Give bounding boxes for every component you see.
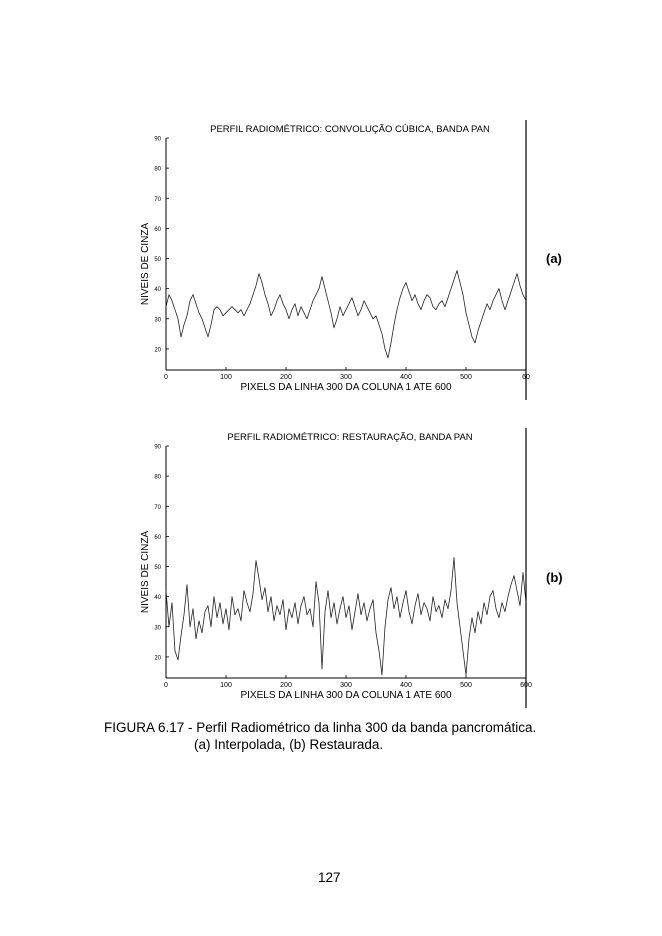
figure-caption-line2: (a) Interpolada, (b) Restaurada. bbox=[194, 737, 384, 752]
chart-a-ytick-label-90: 90 bbox=[154, 136, 161, 143]
chart-b-svg bbox=[0, 420, 662, 710]
chart-a-xtick-label-500: 500 bbox=[460, 374, 472, 381]
page-number: 127 bbox=[318, 870, 341, 885]
chart-b-ytick-label-90: 90 bbox=[154, 444, 161, 451]
chart-a-series-line bbox=[166, 271, 526, 358]
chart-b-ytick-label-30: 30 bbox=[154, 625, 161, 632]
chart-a-ytick-label-80: 80 bbox=[154, 166, 161, 173]
chart-a bbox=[0, 112, 662, 402]
chart-b-title: PERFIL RADIOMÉTRICO: RESTAURAÇÃO, BANDA PAN bbox=[227, 432, 473, 443]
chart-a-xtick-label-100: 100 bbox=[220, 374, 232, 381]
chart-a-ytick-label-20: 20 bbox=[154, 347, 161, 354]
chart-b bbox=[0, 420, 662, 710]
chart-b-ylabel: NIVEIS DE CINZA bbox=[140, 530, 151, 614]
figure-caption-line1: FIGURA 6.17 - Perfil Radiométrico da linha 300 da banda pancromática. bbox=[104, 720, 537, 735]
chart-a-ytick-label-60: 60 bbox=[154, 226, 161, 233]
chart-b-series-line bbox=[166, 558, 526, 676]
chart-a-xtick-label-0: 0 bbox=[164, 374, 168, 381]
chart-b-ytick-label-60: 60 bbox=[154, 534, 161, 541]
chart-a-ytick-label-70: 70 bbox=[154, 196, 161, 203]
chart-b-xtick-label-0: 0 bbox=[164, 682, 168, 689]
chart-a-xtick-label-600: 60 bbox=[522, 374, 530, 381]
chart-b-xtick-label-600: 600 bbox=[520, 682, 532, 689]
chart-a-ytick-label-40: 40 bbox=[154, 287, 161, 294]
chart-a-xtick-label-300: 300 bbox=[340, 374, 352, 381]
chart-a-ytick-label-30: 30 bbox=[154, 317, 161, 324]
chart-b-ytick-label-20: 20 bbox=[154, 655, 161, 662]
chart-b-ytick-label-50: 50 bbox=[154, 565, 161, 572]
chart-b-xlabel: PIXELS DA LINHA 300 DA COLUNA 1 ATE 600 bbox=[240, 690, 452, 701]
chart-b-xtick-label-400: 400 bbox=[400, 682, 412, 689]
chart-b-xtick-label-100: 100 bbox=[220, 682, 232, 689]
chart-b-ytick-label-70: 70 bbox=[154, 504, 161, 511]
chart-b-panel-label: (b) bbox=[546, 570, 563, 585]
chart-b-xtick-label-200: 200 bbox=[280, 682, 292, 689]
chart-a-xtick-label-400: 400 bbox=[400, 374, 412, 381]
chart-b-xtick-label-500: 500 bbox=[460, 682, 472, 689]
chart-b-ytick-label-40: 40 bbox=[154, 595, 161, 602]
chart-a-panel-label: (a) bbox=[546, 251, 562, 266]
chart-b-xtick-label-300: 300 bbox=[340, 682, 352, 689]
chart-a-title: PERFIL RADIOMÉTRICO: CONVOLUÇÃO CÚBICA, BANDA PAN bbox=[210, 124, 490, 135]
chart-a-ytick-label-50: 50 bbox=[154, 257, 161, 264]
chart-a-ylabel: NIVEIS DE CINZA bbox=[140, 222, 151, 306]
chart-a-xtick-label-200: 200 bbox=[280, 374, 292, 381]
chart-b-ytick-label-80: 80 bbox=[154, 474, 161, 481]
chart-a-svg bbox=[0, 112, 662, 402]
chart-a-xlabel: PIXELS DA LINHA 300 DA COLUNA 1 ATE 600 bbox=[240, 382, 452, 393]
